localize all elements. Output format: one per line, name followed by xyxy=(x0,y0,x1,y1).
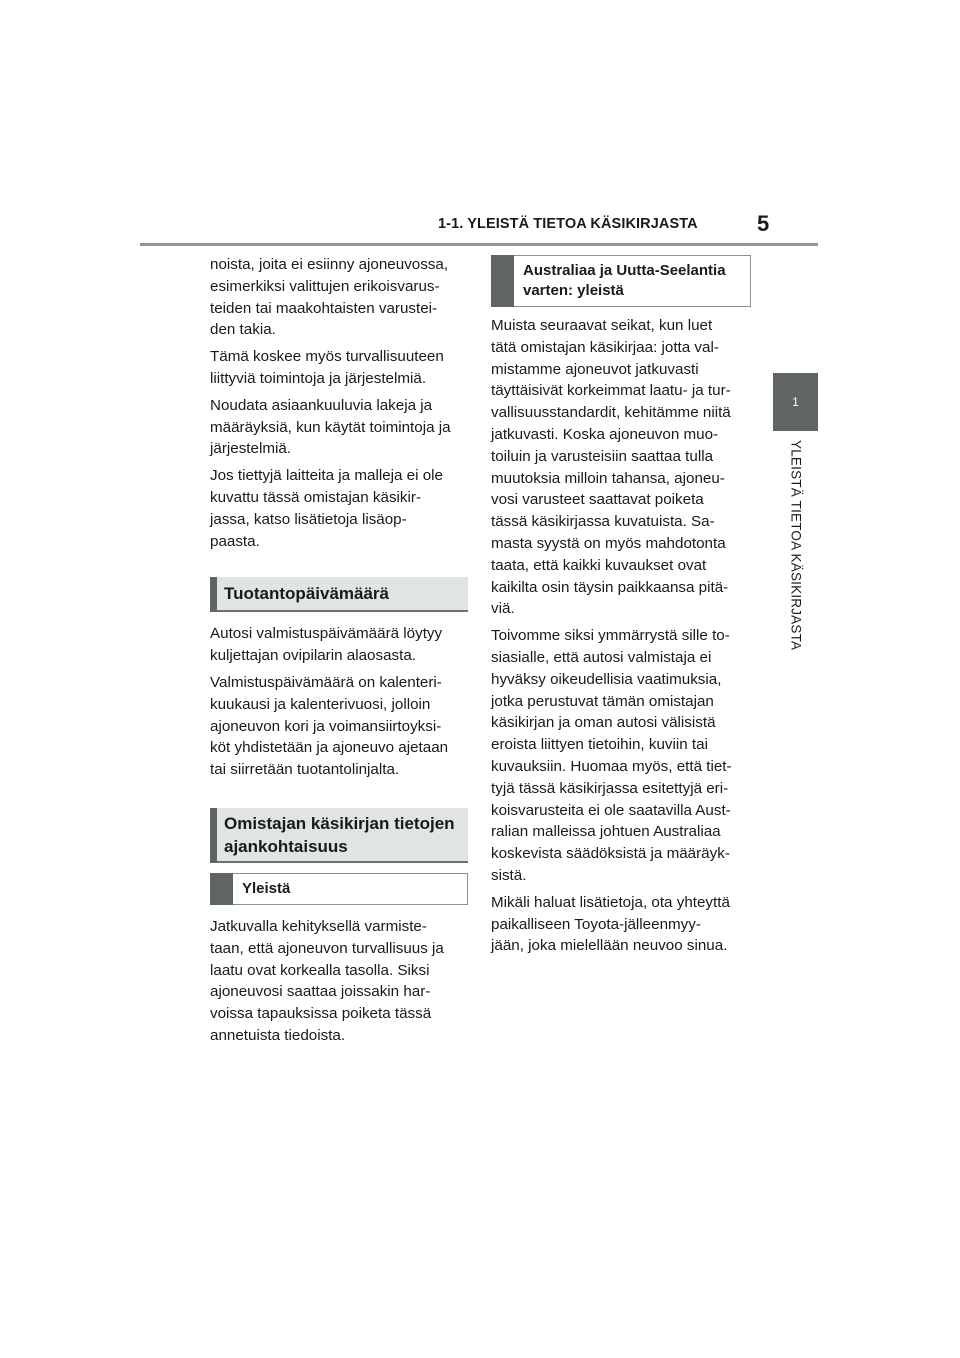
page-number: 5 xyxy=(757,211,770,236)
paragraph: noista, joita ei esiinny ajoneuvossa, esimerkiksi valittujen erikoisvarus- teiden tai maakohtaisten varustei- den takia. xyxy=(210,256,449,339)
subheading-australia-new-zealand: Australiaa ja Uutta-Seelantia varten: yleistä xyxy=(491,255,751,307)
chapter-tab[interactable]: 1 xyxy=(773,373,818,431)
running-header-title: 1-1. YLEISTÄ TIETOA KÄSIKIRJASTA xyxy=(438,216,698,232)
section-heading-manual-currency: Omistajan käsikirjan tietojen ajankohtaisuus xyxy=(210,808,468,863)
paragraph: Tämä koskee myös turvallisuuteen liittyviä toimintoja ja järjestelmiä. xyxy=(210,348,444,387)
paragraph: Toivomme siksi ymmärrystä sille to- siasialle, että autosi valmistaja ei hyväksy oikeudellisia vaatimuksia, jotka perustuvat tämän omistajan käsikirjan ja oman autosi välisistä eroista liittyen tietoihin, kuviin tai kuvauksiin. Huomaa myös, että tiet- tyjä tässä käsikirjassa esitettyjä eri- koisvarusteita ei ole saatavilla Aust- ralian malleissa johtuen Australiaa koskevista säädöksistä ja määräyk- sistä. xyxy=(491,627,732,884)
header-divider xyxy=(140,243,818,246)
chapter-side-label-text: YLEISTÄ TIETOA KÄSIKIRJASTA xyxy=(788,440,804,651)
paragraph: Muista seuraavat seikat, kun luet tätä omistajan käsikirjaa: jotta val- mistamme ajoneuvot jatkuvasti täyttäisivät korkeimmat laatu- ja tur- vallisuusstandardit, kehitämme niitä jatkuvasti. Koska ajoneuvon muo- toiluin ja varusteisiin saattaa tulla muutoksia milloin tahansa, ajoneu- vosi varusteet saattavat poiketa tässä käsikirjassa kuvatuista. Sa- masta syystä on myös mahdotonta taata, että kaikki kuvaukset ovat kaikilta osin täysin paikkaansa pitä- viä. xyxy=(491,317,731,618)
paragraph: Mikäli haluat lisätietoja, ota yhteyttä paikalliseen Toyota-jälleenmyy- jään, joka mielellään neuvoo sinua. xyxy=(491,893,730,955)
chapter-side-label xyxy=(783,440,809,680)
left-column xyxy=(210,254,468,1052)
paragraph: Jatkuvalla kehityksellä varmiste- taan, että ajoneuvon turvallisuus ja laatu ovat korkealla tasolla. Siksi ajoneuvosi saattaa joissakin har- voissa tapauksissa poiketa tässä annetuista tiedoista. xyxy=(210,917,444,1044)
paragraph: Valmistuspäivämäärä on kalenteri- kuukausi ja kalenterivuosi, jolloin ajoneuvon kori ja voimansiirtoyksi- köt yhdistetään ja ajoneuvo ajetaan tai siirretään tuotantolinjalta. xyxy=(210,673,449,779)
paragraph: Jos tiettyjä laitteita ja malleja ei ole kuvattu tässä omistajan käsikir- jassa, katso lisätietoja lisäop- paasta. xyxy=(210,467,443,550)
paragraph: Noudata asiaankuuluvia lakeja ja määräyksiä, kun käytät toimintoja ja järjestelmiä. xyxy=(210,396,451,458)
section-heading-production-date: Tuotantopäivämäärä xyxy=(210,577,468,612)
subheading-general: Yleistä xyxy=(210,873,468,905)
paragraph: Autosi valmistuspäivämäärä löytyy kuljettajan ovipilarin alaosasta. xyxy=(210,625,443,665)
right-column xyxy=(491,255,751,962)
